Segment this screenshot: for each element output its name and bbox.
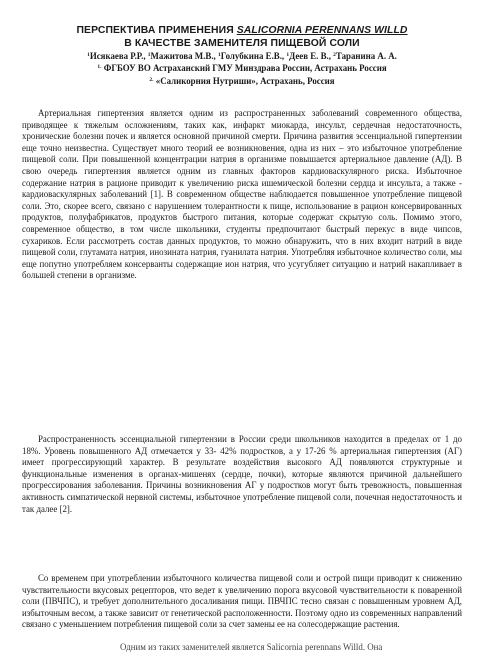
author-5: Таранина А. А.: [335, 51, 397, 61]
author-list: [22, 50, 462, 62]
author-3: Голубкина Е.В.,: [220, 51, 287, 61]
cut-off-next-line: [120, 642, 480, 654]
author-3-affil-mark: 1: [217, 52, 221, 58]
author-5-affil-mark: 2: [333, 52, 336, 58]
author-2-affil-mark: 1: [147, 52, 151, 58]
affiliation-1-text: ФГБОУ ВО Астраханский ГМУ Минздрава России, Астрахань Россия: [101, 63, 387, 74]
title-prefix: ПЕРСПЕКТИВА ПРИМЕНЕНИЯ: [76, 25, 237, 36]
body-paragraph-1: Артериальная гипертензия является одним из распространенных заболеваний современного общества, приводящее к тяжелым осложнениям, таких как, инфаркт миокарда, инсульт, сердечная недостаточность, хронические болезни почек и является основной причиной смерти. Причина развития эссенциальной гипертензии еще точно неизвестна. Существует много теорий ее возникновения, одна из них – это избыточное употребление пищевой соли. При повышенной концентрации натрия в организме повышается артериальное давление (АД). В свою очередь гипертензия является одним из главных факторов кардиоваскулярного риска. Избыточное содержание натрия в рационе приводит к увеличению риска ишемической болезни сердца и инсульта, а также - кардиоваскулярных заболеваний [1]. В современном обществе наблюдается повышенное употребление пищевой соли. Это, скорее всего, связано с нарушением толерантности к пище, использование в рацион консервированных продуктов, полуфабрикатов, продуктов быстрого питания, которые содержат скрытую соль. Помимо этого, современное общество, в том числе школьники, студенты предпочитают быстрый перекус в виде чипсов, сухариков. Если рассмотреть состав данных продуктов, то можно обнаружить, что в них входит натрий в виде пищевой соли, глутамата натрия, инозината натрия, гуанилата натрия. Употребляя избыточное количество соли, мы еще попутно употребляем консерванты содержащие ион натрия, что усугубляет ситуацию и натрий накапливает в большей степени в организме.: [22, 108, 462, 281]
affiliation-2: [22, 75, 462, 87]
author-2: Мажитова М.В.,: [150, 51, 218, 61]
author-1-affil-mark: 1: [87, 52, 90, 58]
affiliation-2-text: «Саликорния Нутриши», Астрахань, Россия: [153, 75, 335, 86]
body-paragraph-4-partial: Одним из таких заменителей является Salicornia perennans Willd. Она: [120, 642, 383, 652]
paper-title-line-1: [22, 24, 462, 37]
affiliation-1: [22, 62, 462, 74]
body-paragraph-2: Распространенность эссенциальной гипертензии в России среди школьников находится в пределах от 1 до 18%. Уровень повышенного АД отмечается у 33- 42% подростков, а у 17-26 % артериальная гипертензия (АГ) имеет прогрессирующий характер. В результате воздействия высокого АД появляются структурные и функциональные изменения в органах-мишенях (сердце, почки), которые являются причиной дальнейшего прогрессирования заболевания. Причины возникновения АГ у подростков могут быть тревожность, повышенная активность симпатической нервной системы, избыточное употребление пищевой соли, почечная недостаточность и так далее [2].: [22, 434, 462, 514]
affiliation-1-mark: 1.: [97, 64, 102, 71]
paper-title-line-2: В КАЧЕСТВЕ ЗАМЕНИТЕЛЯ ПИЩЕВОЙ СОЛИ: [124, 38, 360, 49]
affiliation-2-mark: 2.: [149, 76, 154, 83]
header-block: [22, 24, 462, 87]
author-4-affil-mark: 1: [286, 52, 290, 58]
author-4: Деев Е. В.,: [289, 51, 334, 61]
author-1: Исякаева Р.Р.,: [89, 51, 148, 61]
body-paragraph-3: Со временем при употреблении избыточного количества пищевой соли и острой пищи приводит к снижению чувствительности вкусовых рецепторов, что ведет к увеличению порога вкусовой чувствительности к поваренной соли (ПВЧПС), и требует дополнительного досаливания пищи. ПВЧПС тесно связан с повышенным уровнем АД, избыточным весом, а также зависит от генетической расположенности. Поэтому одно из современных направлений связано с уменьшением потребления пищевой соли за счет замены ее на солесодержащие растения.: [22, 573, 462, 630]
species-name: SALICORNIA PERENNANS WILLD: [236, 25, 408, 36]
